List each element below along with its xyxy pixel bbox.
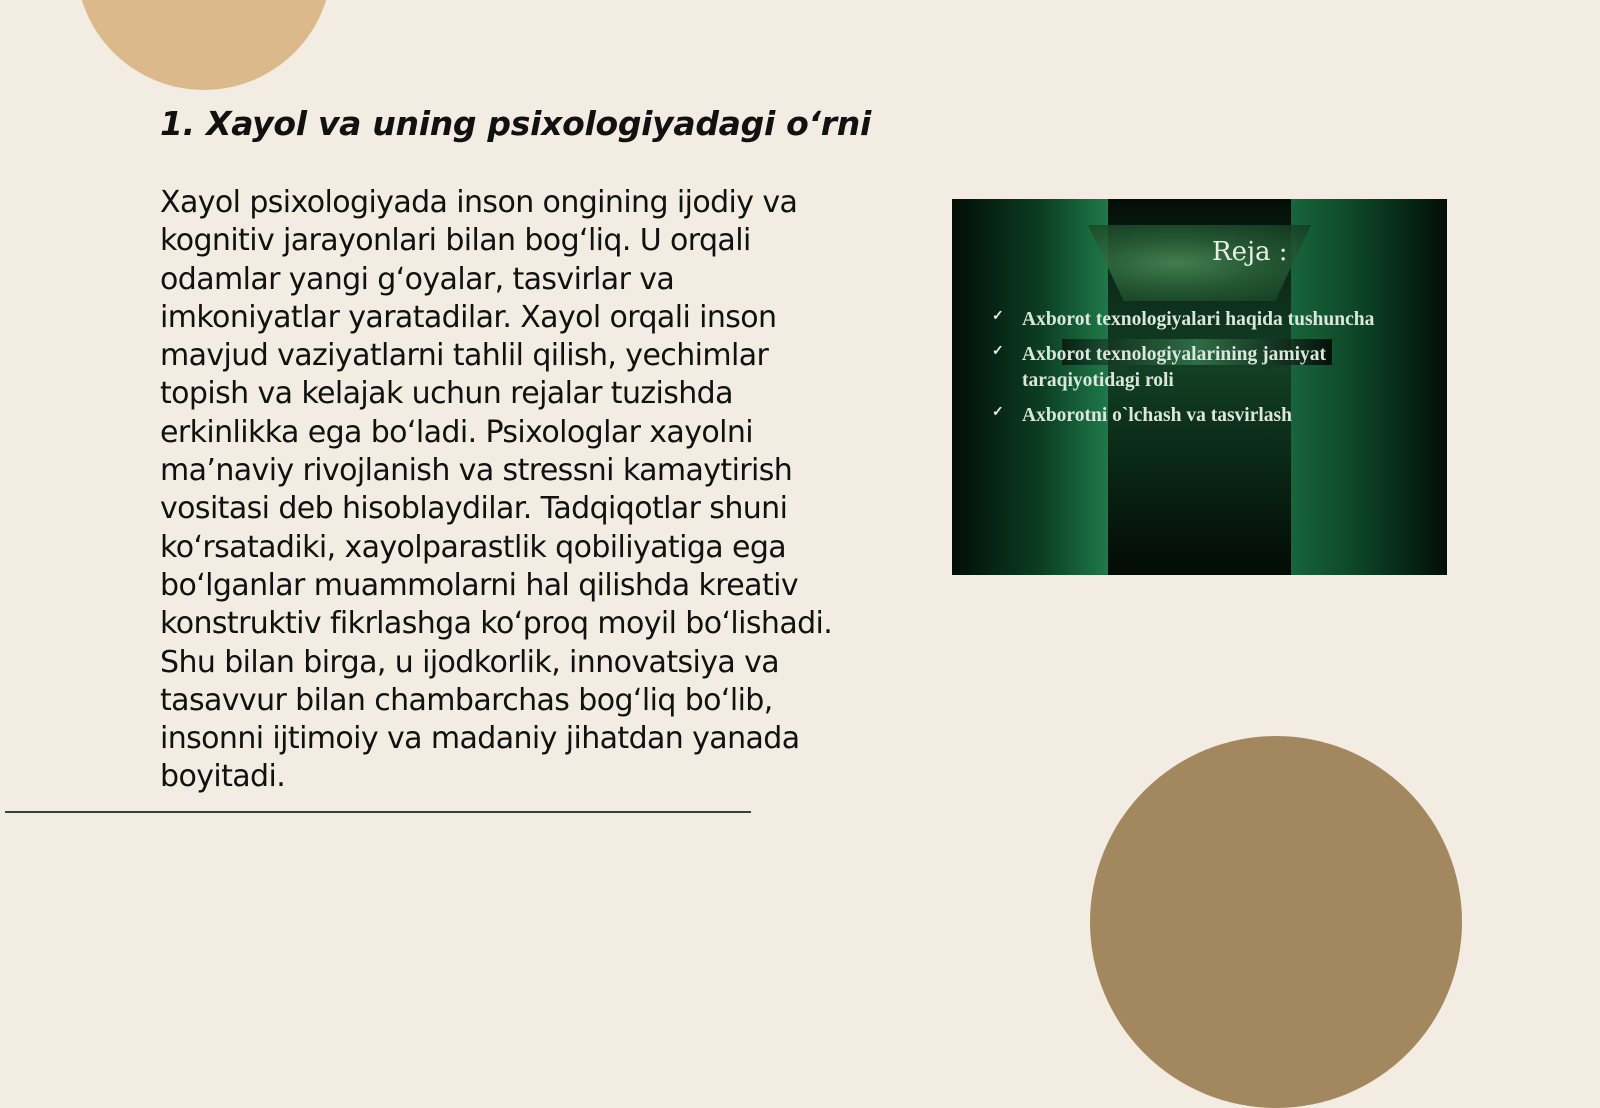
- divider-line: [5, 811, 751, 813]
- embedded-slide-list: [992, 307, 1422, 438]
- checkmark-bullet-icon: ✓: [992, 344, 1004, 359]
- embedded-slide-heading: Reja :: [1212, 237, 1288, 267]
- slide-body-text: Xayol psixologiyada inson ongining ijodiy va kognitiv jarayonlari bilan bogʻliq. U orqali odamlar yangi gʻoyalar, tasvirlar va imkoniyatlar yaratadilar. Xayol orqali inson mavjud vaziyatlarni tahlil qilish, yechimlar topish va kelajak uchun rejalar tuzishda erkinlikka ega boʻladi. Psixologlar xayolni maʼnaviy rivojlanish va stressni kamaytirish vositasi deb hisoblaydilar. Tadqiqotlar shuni koʻrsatadiki, xayolparastlik qobiliyatiga ega boʻlganlar muammolarni hal qilishda kreativ konstruktiv fikrlashga koʻproq moyil boʻlishadi. Shu bilan birga, u ijodkorlik, innovatsiya va tasavvur bilan chambarchas bogʻliq boʻlib, insonni ijtimoiy va madaniy jihatdan yanada boyitadi.: [160, 185, 833, 795]
- list-item: [992, 307, 1422, 333]
- list-item-text: Axborot texnologiyalarining jamiyat taraqiyotidagi roli: [1022, 344, 1327, 391]
- slide-title: 1. Xayol va uning psixologiyadagi oʻrni: [160, 104, 871, 143]
- embedded-slide-image: [952, 199, 1447, 575]
- decorative-circle-bottom: [1090, 736, 1462, 1108]
- decorative-circle-top: [76, 0, 332, 90]
- list-item-text: Axborot texnologiyalari haqida tushuncha: [1022, 309, 1375, 330]
- checkmark-bullet-icon: ✓: [992, 405, 1004, 420]
- list-item: [992, 342, 1422, 394]
- checkmark-bullet-icon: ✓: [992, 309, 1004, 324]
- list-item-text: Axborotni o`lchash va tasvirlash: [1022, 405, 1292, 426]
- list-item: [992, 403, 1422, 429]
